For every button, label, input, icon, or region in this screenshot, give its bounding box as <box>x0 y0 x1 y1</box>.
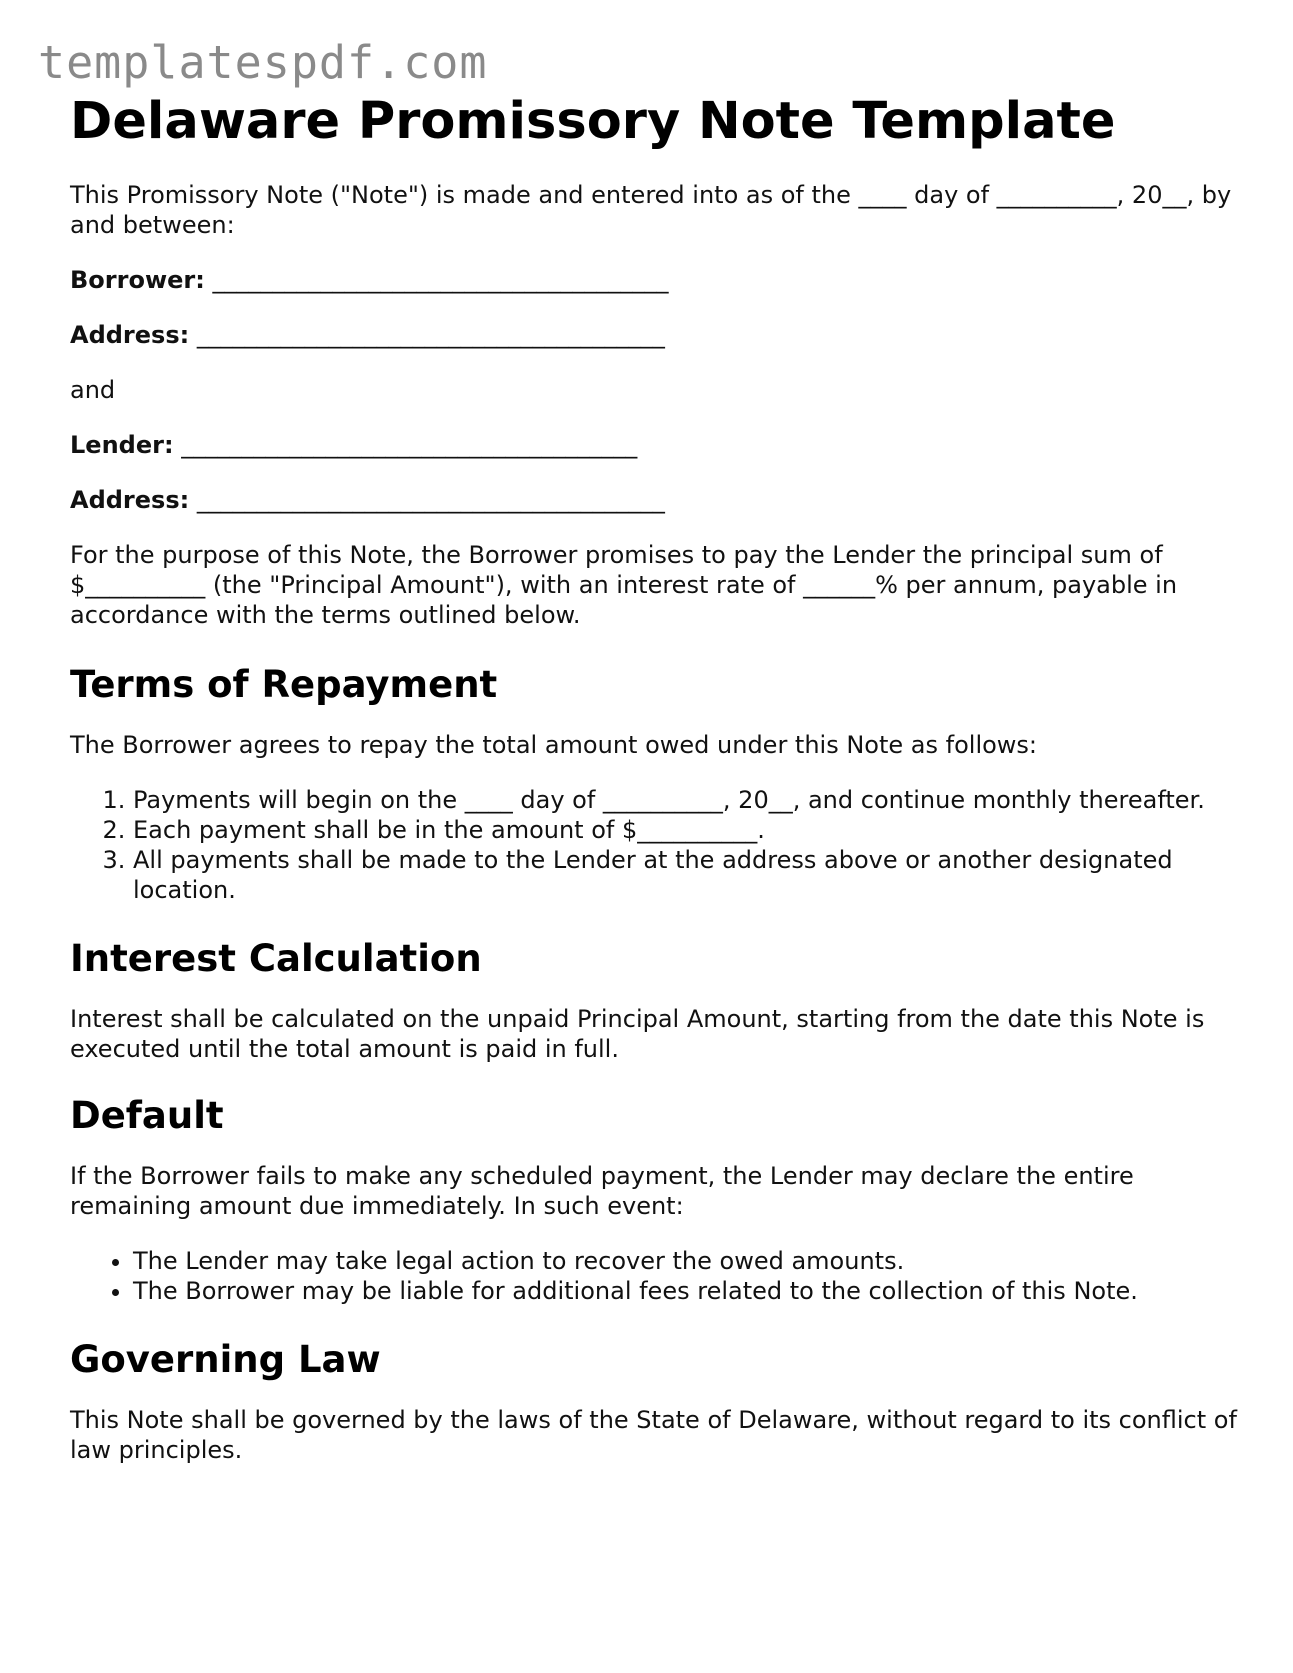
terms-list <box>70 785 1240 905</box>
lender-blank-line: ______________________________________ <box>181 431 638 459</box>
borrower-blank-line: ______________________________________ <box>212 266 669 294</box>
governing-law-heading: Governing Law <box>70 1338 381 1381</box>
lender-address-field <box>70 485 1240 515</box>
interest-heading: Interest Calculation <box>70 937 482 980</box>
watermark-text: templatespdf.com <box>38 36 488 89</box>
borrower-field <box>70 265 1240 295</box>
default-heading: Default <box>70 1094 224 1137</box>
purpose-paragraph: For the purpose of this Note, the Borrower promises to pay the Lender the principal sum of $__________ (the "Principal Amount"), with an interest rate of ______% per annum, payable in accordance with the terms outlined below. <box>70 541 1178 629</box>
terms-list-item: 1. Payments will begin on the ____ day of __________, 20__, and continue monthly thereafter. <box>133 785 1240 815</box>
lender-field <box>70 430 1240 460</box>
lender-address-label: Address: <box>70 486 190 514</box>
borrower-address-label: Address: <box>70 321 190 349</box>
default-list-item: • The Borrower may be liable for additional fees related to the collection of this Note. <box>133 1276 1240 1306</box>
lender-label: Lender: <box>70 431 174 459</box>
default-list-item: • The Lender may take legal action to recover the owed amounts. <box>133 1246 1240 1276</box>
terms-intro: The Borrower agrees to repay the total amount owed under this Note as follows: <box>70 731 1038 759</box>
borrower-address-blank-line: _______________________________________ <box>196 321 665 349</box>
terms-list-item: 3. All payments shall be made to the Lender at the address above or another designated location. <box>133 845 1240 905</box>
intro-paragraph: This Promissory Note ("Note") is made and entered into as of the ____ day of __________, 20__, by and between: <box>70 181 1232 239</box>
default-intro: If the Borrower fails to make any scheduled payment, the Lender may declare the entire remaining amount due immediately. In such event: <box>70 1162 1134 1220</box>
document-body <box>70 88 1240 1465</box>
terms-list-item: 2. Each payment shall be in the amount of $__________. <box>133 815 1240 845</box>
document-title: Delaware Promissory Note Template <box>70 92 1116 151</box>
interest-body: Interest shall be calculated on the unpaid Principal Amount, starting from the date this Note is executed until the total amount is paid in full. <box>70 1005 1205 1063</box>
and-separator: and <box>70 376 116 404</box>
lender-address-blank-line: _______________________________________ <box>196 486 665 514</box>
borrower-address-field <box>70 320 1240 350</box>
terms-heading: Terms of Repayment <box>70 663 498 706</box>
default-list <box>70 1246 1240 1306</box>
borrower-label: Borrower: <box>70 266 205 294</box>
governing-law-body: This Note shall be governed by the laws of the State of Delaware, without regard to its conflict of law principles. <box>70 1406 1237 1464</box>
